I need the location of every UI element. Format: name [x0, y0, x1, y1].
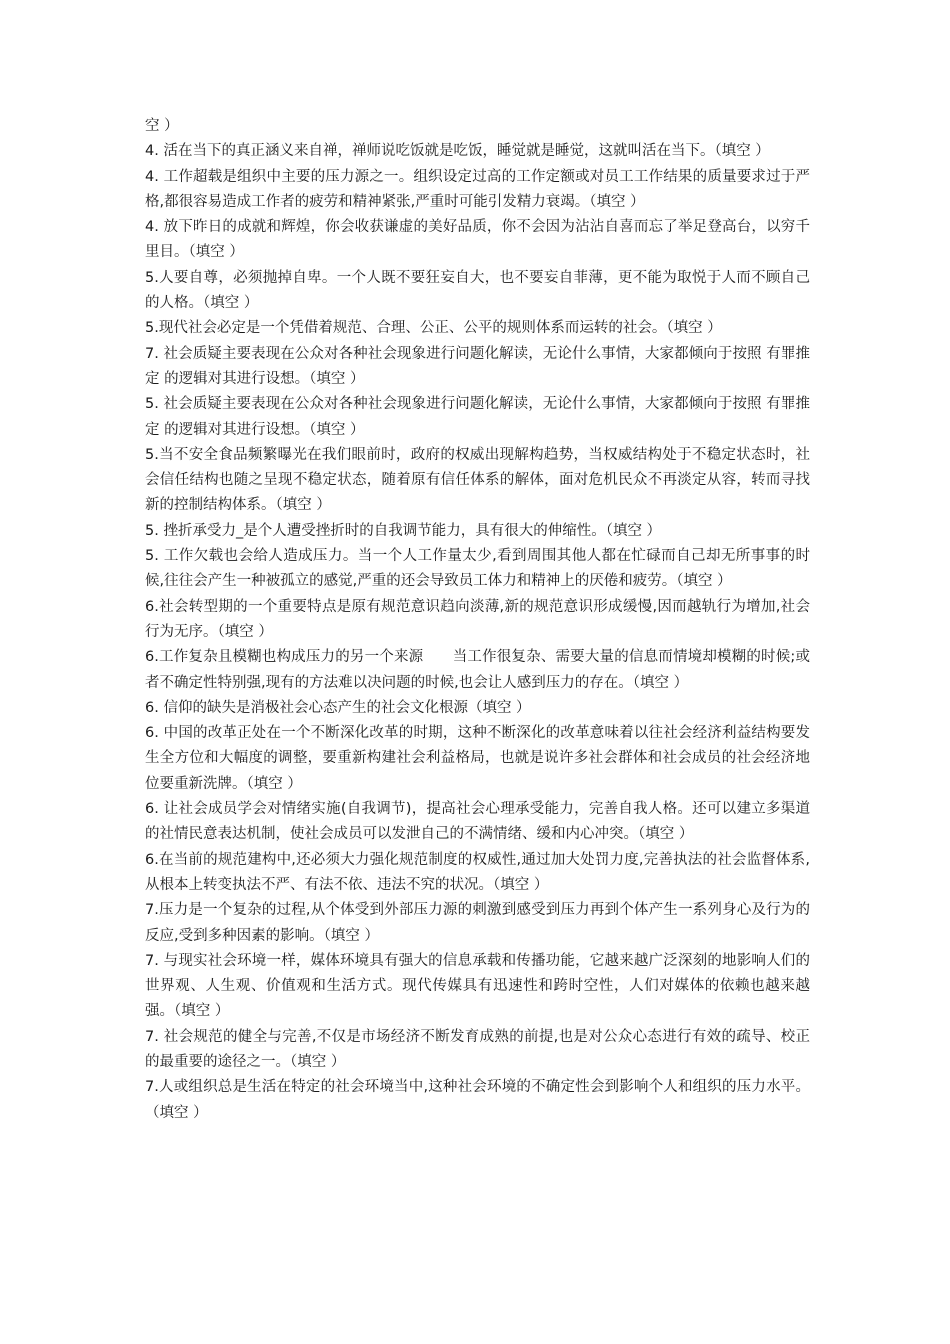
paragraph: 6. 中国的改革正处在一个不断深化改革的时期，这种不断深化的改革意味着以往社会经济利益结构要发生全方位和大幅度的调整，要重新构建社会利益格局，也就是说许多社会群体和社会成员的社会经济地位要重新洗牌。（填空 ）: [145, 725, 810, 792]
paragraph: 7. 与现实社会环境一样，媒体环境具有强大的信息承载和传播功能，它越来越广泛深刻的地影响人们的世界观、人生观、价值观和生活方式。现代传媒具有迅速性和跨时空性，人们对媒体的依赖也越来越强。（填空 ）: [145, 952, 810, 1020]
paragraph: 5.当不安全食品频繁曝光在我们眼前时，政府的权威出现解构趋势，当权威结构处于不稳定状态时，社会信任结构也随之呈现不稳定状态，随着原有信任体系的解体，面对危机民众不再淡定从容，转而寻找新的控制结构体系。（填空 ）: [145, 446, 810, 514]
paragraph: 7. 社会规范的健全与完善,不仅是市场经济不断发育成熟的前提,也是对公众心态进行有效的疏导、校正的最重要的途径之一。（填空 ）: [145, 1028, 810, 1070]
paragraph: 6. 信仰的缺失是消极社会心态产生的社会文化根源（填空 ）: [145, 699, 531, 716]
paragraph: 5. 社会质疑主要表现在公众对各种社会现象进行问题化解读，无论什么事情，大家都倾向于按照 有罪推定 的逻辑对其进行设想。（填空 ）: [145, 396, 810, 438]
paragraph: 6.在当前的规范建构中,还必须大力强化规范制度的权威性,通过加大处罚力度,完善执法的社会监督体系,从根本上转变执法不严、有法不依、违法不究的状况。（填空 ）: [145, 851, 810, 893]
paragraph: 6.社会转型期的一个重要特点是原有规范意识趋向淡薄,新的规范意识形成缓慢,因而越轨行为增加,社会行为无序。（填空 ）: [145, 598, 810, 640]
paragraph: 6. 让社会成员学会对情绪实施(自我调节)，提高社会心理承受能力，完善自我人格。还可以建立多渠道的社情民意表达机制，使社会成员可以发泄自己的不满情绪、缓和内心冲突。（填空 ）: [145, 801, 810, 843]
paragraph: 7. 社会质疑主要表现在公众对各种社会现象进行问题化解读，无论什么事情，大家都倾向于按照 有罪推定 的逻辑对其进行设想。（填空 ）: [145, 345, 810, 387]
paragraph: 5. 挫折承受力_是个人遭受挫折时的自我调节能力，具有很大的伸缩性。（填空 ）: [145, 522, 662, 539]
document-body: [145, 114, 810, 1126]
paragraph: 空 ）: [145, 118, 179, 134]
paragraph: 4. 活在当下的真正涵义来自禅，禅师说吃饭就是吃饭，睡觉就是睡觉，这就叫活在当下。（填空 ）: [145, 143, 770, 160]
paragraph: 4. 工作超载是组织中主要的压力源之一。组织设定过高的工作定额或对员工工作结果的质量要求过于严格,都很容易造成工作者的疲劳和精神紧张,严重时可能引发精力衰竭。（填空 ）: [145, 168, 810, 210]
paragraph: 5. 工作欠载也会给人造成压力。当一个人工作量太少,看到周围其他人都在忙碌而自己却无所事事的时候,往往会产生一种被孤立的感觉,严重的还会导致员工体力和精神上的厌倦和疲劳。（填空 ）: [145, 548, 810, 590]
paragraph: 7.人或组织总是生活在特定的社会环境当中,这种社会环境的不确定性会到影响个人和组织的压力水平。（填空 ）: [145, 1079, 810, 1121]
paragraph: 5.现代社会必定是一个凭借着规范、合理、公正、公平的规则体系而运转的社会。（填空 ）: [145, 320, 722, 337]
paragraph: 5.人要自尊，必须抛掉自卑。一个人既不要狂妄自大，也不要妄自菲薄，更不能为取悦于人而不顾自己的人格。（填空 ）: [145, 269, 810, 312]
paragraph: 7.压力是一个复杂的过程,从个体受到外部压力源的刺激到感受到压力再到个体产生一系列身心及行为的反应,受到多种因素的影响。（填空 ）: [145, 902, 810, 944]
paragraph: 6.工作复杂且模糊也构成压力的另一个来源 当工作很复杂、需要大量的信息而情境却模糊的时候;或者不确定性特别强,现有的方法难以决问题的时候,也会让人感到压力的存在。（填空 ）: [145, 649, 810, 691]
paragraph: 4. 放下昨日的成就和辉煌，你会收获谦虚的美好品质，你不会因为沾沾自喜而忘了举足登高台，以穷千里目。（填空 ）: [145, 219, 810, 261]
